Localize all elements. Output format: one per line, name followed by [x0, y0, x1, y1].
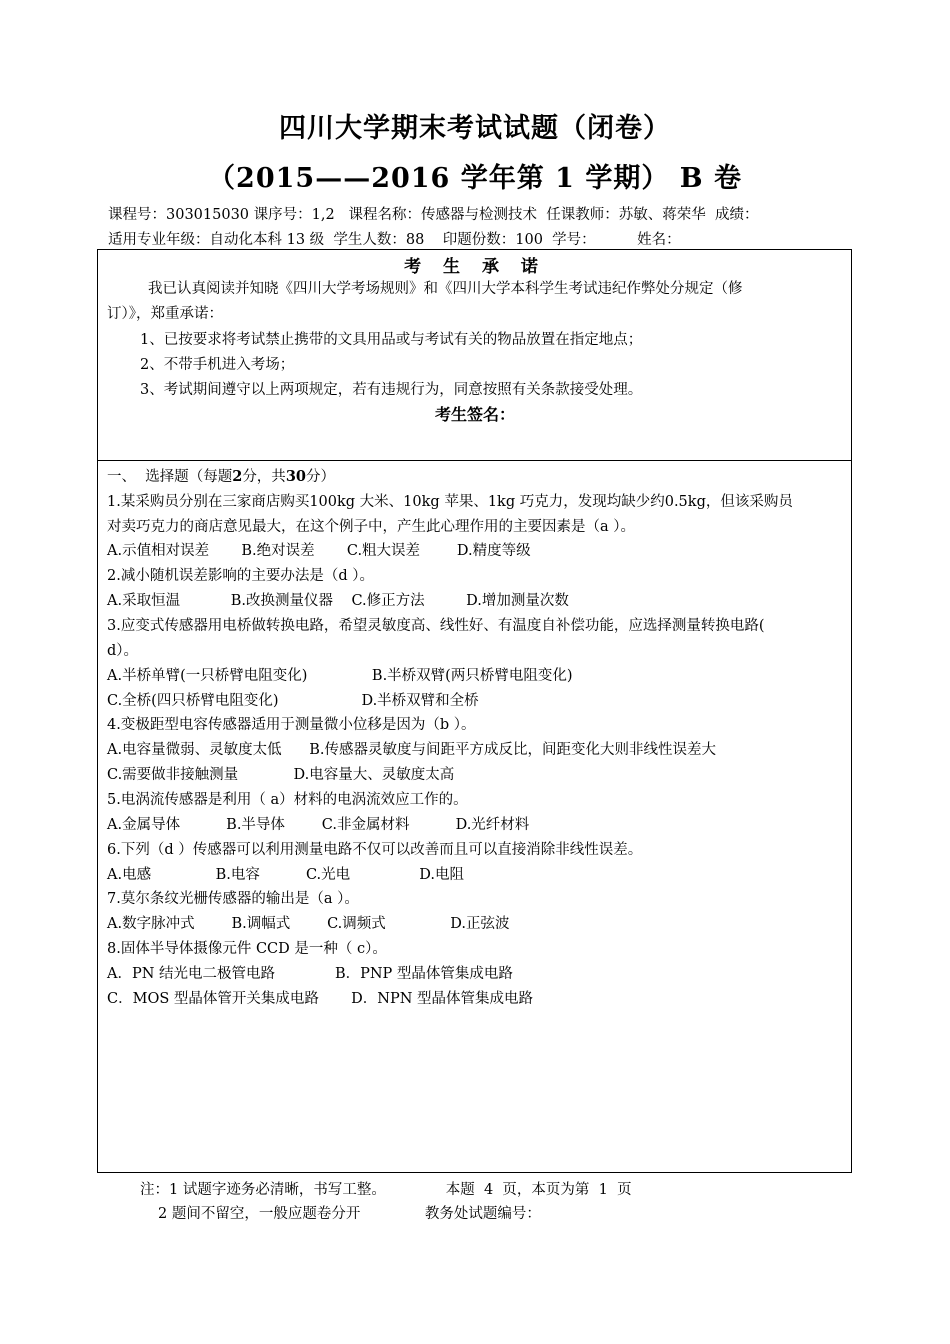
- footer-note-1: 注：1 试题字迹务必清晰，书写工整。 本题 4 页，本页为第 1 页: [140, 1182, 632, 1198]
- section-total: 30: [285, 468, 306, 485]
- section-prefix: 一、 选择题（每题: [107, 469, 233, 485]
- option-line: A.采取恒温 B.改换测量仪器 C.修正方法 D.增加测量次数: [107, 593, 569, 609]
- course-info-line: 课程号：303015030 课序号：1,2 课程名称：传感器与检测技术 任课教师：苏敏、蒋荣华 成绩：: [108, 207, 759, 223]
- question-line: 2.减小随机误差影响的主要办法是（d ）。: [107, 568, 374, 584]
- student-info-line: 适用专业年级：自动化本科 13 级 学生人数：88 印题份数：100 学号： 姓名：: [108, 232, 681, 248]
- section-points: 2: [232, 468, 243, 485]
- exam-title: 四川大学期末考试试题（闭卷）: [279, 113, 671, 144]
- question-line: 7.莫尔条纹光栅传感器的输出是（a ）。: [107, 891, 359, 907]
- question-line: 对卖巧克力的商店意见最大，在这个例子中，产生此心理作用的主要因素是（a ）。: [107, 519, 636, 535]
- pledge-intro-line-1: 我已认真阅读并知晓《四川大学考场规则》和《四川大学本科学生考试违纪作弊处分规定（修: [148, 281, 743, 297]
- footer-note-2: 2 题间不留空，一般应题卷分开 教务处试题编号：: [158, 1206, 541, 1222]
- option-line: A.半桥单臂(一只桥臂电阻变化) B.半桥双臂(两只桥臂电阻变化): [107, 668, 573, 684]
- question-line: 4.变极距型电容传感器适用于测量微小位移是因为（b ）。: [107, 717, 476, 733]
- section-heading: [107, 465, 335, 486]
- question-line: d）。: [107, 643, 139, 659]
- option-line: A.金属导体 B.半导体 C.非金属材料 D.光纤材料: [107, 817, 530, 833]
- question-line: 8.固体半导体摄像元件 CCD 是一种（ c）。: [107, 941, 387, 957]
- option-line: A.数字脉冲式 B.调幅式 C.调频式 D.正弦波: [107, 916, 510, 932]
- option-line: C.需要做非接触测量 D.电容量大、灵敏度太高: [107, 767, 455, 783]
- option-line: A.示值相对误差 B.绝对误差 C.粗大误差 D.精度等级: [107, 543, 531, 559]
- pledge-item-3: 3、考试期间遵守以上两项规定，若有违规行为，同意按照有关条款接受处理。: [140, 382, 643, 398]
- option-line: A．PN 结光电二极管电路 B．PNP 型晶体管集成电路: [107, 966, 513, 982]
- signature-label: 考生签名：: [434, 405, 515, 424]
- option-line: A.电容量微弱、灵敏度太低 B.传感器灵敏度与间距平方成反比，间距变化大则非线性误差大: [107, 742, 716, 758]
- pledge-heading: 考 生 承 诺: [404, 257, 546, 277]
- question-line: 6.下列（d ）传感器可以利用测量电路不仅可以改善而且可以直接消除非线性误差。: [107, 842, 643, 858]
- pledge-intro-line-2: 订）》，郑重承诺：: [107, 306, 223, 322]
- pledge-item-2: 2、不带手机进入考场；: [140, 357, 295, 373]
- section-suffix: 分）: [306, 469, 335, 485]
- option-line: C．MOS 型晶体管开关集成电路 D．NPN 型晶体管集成电路: [107, 991, 533, 1007]
- exam-term-title: （2015——2016 学年第 1 学期） B 卷: [208, 163, 742, 194]
- option-line: A.电感 B.电容 C.光电 D.电阻: [107, 867, 465, 883]
- question-line: 3.应变式传感器用电桥做转换电路，希望灵敏度高、线性好、有温度自补偿功能，应选择测量转换电路(: [107, 618, 765, 634]
- pledge-item-1: 1、已按要求将考试禁止携带的文具用品或与考试有关的物品放置在指定地点；: [140, 332, 643, 348]
- question-line: 5.电涡流传感器是利用（ a）材料的电涡流效应工作的。: [107, 792, 468, 808]
- section-mid: 分，共: [242, 469, 286, 485]
- question-line: 1.某采购员分别在三家商店购买100kg 大米、10kg 苹果、1kg 巧克力，发现均缺少约0.5kg，但该采购员: [107, 494, 793, 510]
- option-line: C.全桥(四只桥臂电阻变化) D.半桥双臂和全桥: [107, 693, 479, 709]
